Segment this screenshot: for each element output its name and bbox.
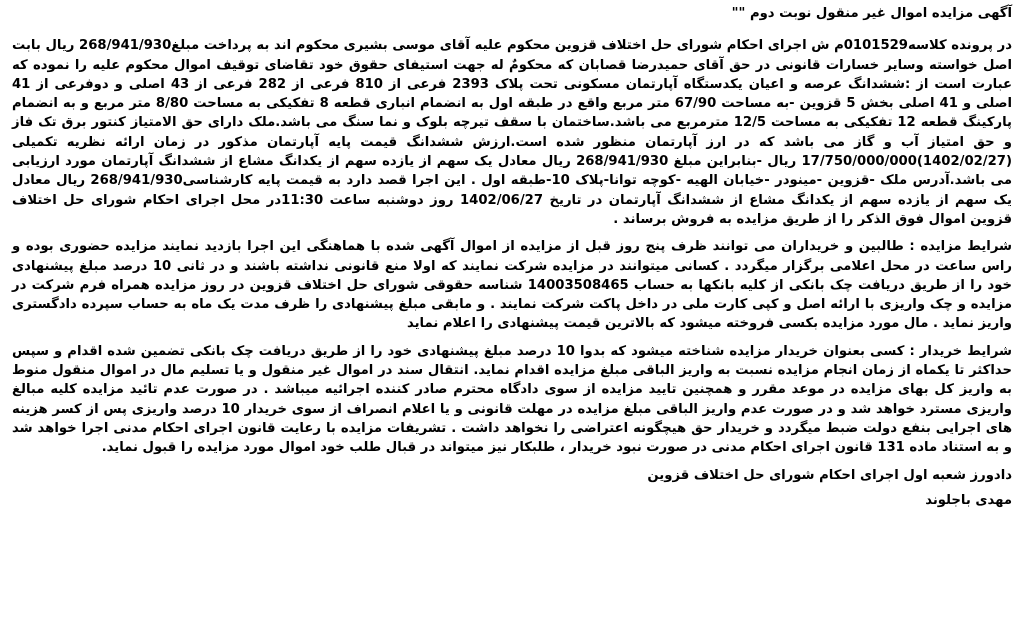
buyer-conditions-paragraph: شرایط خریدار : کسی بعنوان خریدار مزایده شناخته میشود که بدوا 10 درصد مبلغ پیشنهادی خود را از طریق دریافت چک بانکی تضمین شده اقدام و سپس حداکثر تا یکماه از زمان انجام مزایده نسبت به واریز الباقی مبلغ مزایده اقدام نماید. انتقال سند در اموال غیر منقول و یا تسلیم مال در اموال منقول منوط به واریز کل بهای مزایده در موعد مقرر و همچنین تایید مزایده از سوی دادگاه محترم صادر کننده اجرائیه میباشد . در صورت عدم تائید مزایده کلیه مبالغ واریزی مسترد خواهد شد و در صورت عدم واریز الباقی مبلغ مزایده در مهلت قانونی و یا اعلام انصراف از سوی خریدار 10 درصد واریزی پس از کسر هزینه های اجرایی بنفع دولت ضبط میگردد و خریدار حق هیچگونه اعتراضی را نخواهد داشت . تشریفات مزایده با رعایت قانون اجرای احکام مدنی اجرا خواهد شد و به استناد ماده 131 قانون اجرای احکام مدنی در صورت نبود خریدار ، طلبکار نیز میتواند در قبال طلب خود اموال مورد مزایده را قبول نماید.: [12, 343, 1013, 456]
signature-name: مهدی باجلوند: [925, 492, 1012, 508]
signature-office: دادورز شعبه اول اجرای احکام شورای حل اختلاف قزوین: [647, 467, 1012, 483]
auction-conditions-paragraph: شرایط مزایده : طالبین و خریداران می توانند ظرف پنج روز قبل از مزایده از اموال آگهی شده با هماهنگی این اجرا بازدید نمایند مزایده حضوری بوده و راس ساعت در محل اعلامی برگزار میگردد . کسانی میتوانند در مزایده شرکت نمایند که اولا منع قانونی نداشته باشند و در ثانی 10 درصد مبلغ پیشنهادی خود را از طریق دریافت چک بانکی از کلیه بانکها به حساب 14003508465 شناسه حقوقی شورای حل اختلاف قزوین در روز مزایده همراه فرم شرکت در مزایده و چک واریزی با ارائه اصل و کپی کارت ملی در داخل پاکت شرکت نمایند . و مابقی مبلغ پیشنهادی را ظرف مدت یک ماه به حساب سپرده دادگستری واریز نماید . مال مورد مزایده بکسی فروخته میشود که بالاترین قیمت پیشنهادی را اعلام نماید: [12, 239, 1012, 332]
notice-title: آگهی مزایده اموال غیر منقول نوبت دوم "": [731, 6, 1012, 21]
case-details-paragraph: در پرونده کلاسه0101529م ش اجرای احکام شورای حل اختلاف قزوین محکوم علیه آقای موسی بشیری محکوم اند به پرداخت مبلغ268/941/930 ریال بابت اصل خواسته وسایر خسارات قانونی در حق آقای حمیدرضا قصابان که محکومٌ له جهت استیفای حقوق خود تقاضای توقیف اموال محکوم علیه را نموده که عبارت است از :ششدانگ عرصه و اعیان یکدستگاه آپارتمان مسکونی تحت پلاک 2393 فرعی از 810 فرعی از 282 فرعی از 43 اصلی و دوفرعی از 41 اصلی و 41 اصلی بخش 5 قزوین -به مساحت 67/90 متر مربع واقع در طبقه اول به انضمام انباری قطعه 8 تفکیکی به مساحت 8/80 متر مربع و به انضمام پارکینگ قطعه 12 تفکیکی به مساحت 12/5 مترمربع می باشد.ساختمان با سقف تیرچه بلوک و نما سنگ می باشد.ملک دارای حق الامتیاز کنتور برق تک فاز و حق امتیاز آب و گاز می باشد که در ارز آپارتمان منظور شده است.ارزش ششدانگ قیمت پایه آپارتمان مذکور در زمان ارائه نظریه تکمیلی (1402/02/27)17/750/000/000 ریال -بنابراین مبلغ 268/941/930 ریال معادل یک سهم از یازده سهم از یکدانگ مشاع از ششدانگ آپارتمان مورد ارزیابی می باشد.آدرس ملک -قزوین -مینودر -خیابان الهیه -کوچه توانا-پلاک 10-طبقه اول . این اجرا قصد دارد به قیمت پایه کارشناسی268/941/930 ریال معادل یک سهم از یازده سهم از یکدانگ مشاع از ششدانگ آپارتمان در تاریخ 1402/06/27 روز دوشنبه ساعت 11:30در محل اجرای احکام شورای حل اختلاف قزوین اموال فوق الذکر را از طریق مزایده به فروش برساند .: [12, 38, 1013, 227]
